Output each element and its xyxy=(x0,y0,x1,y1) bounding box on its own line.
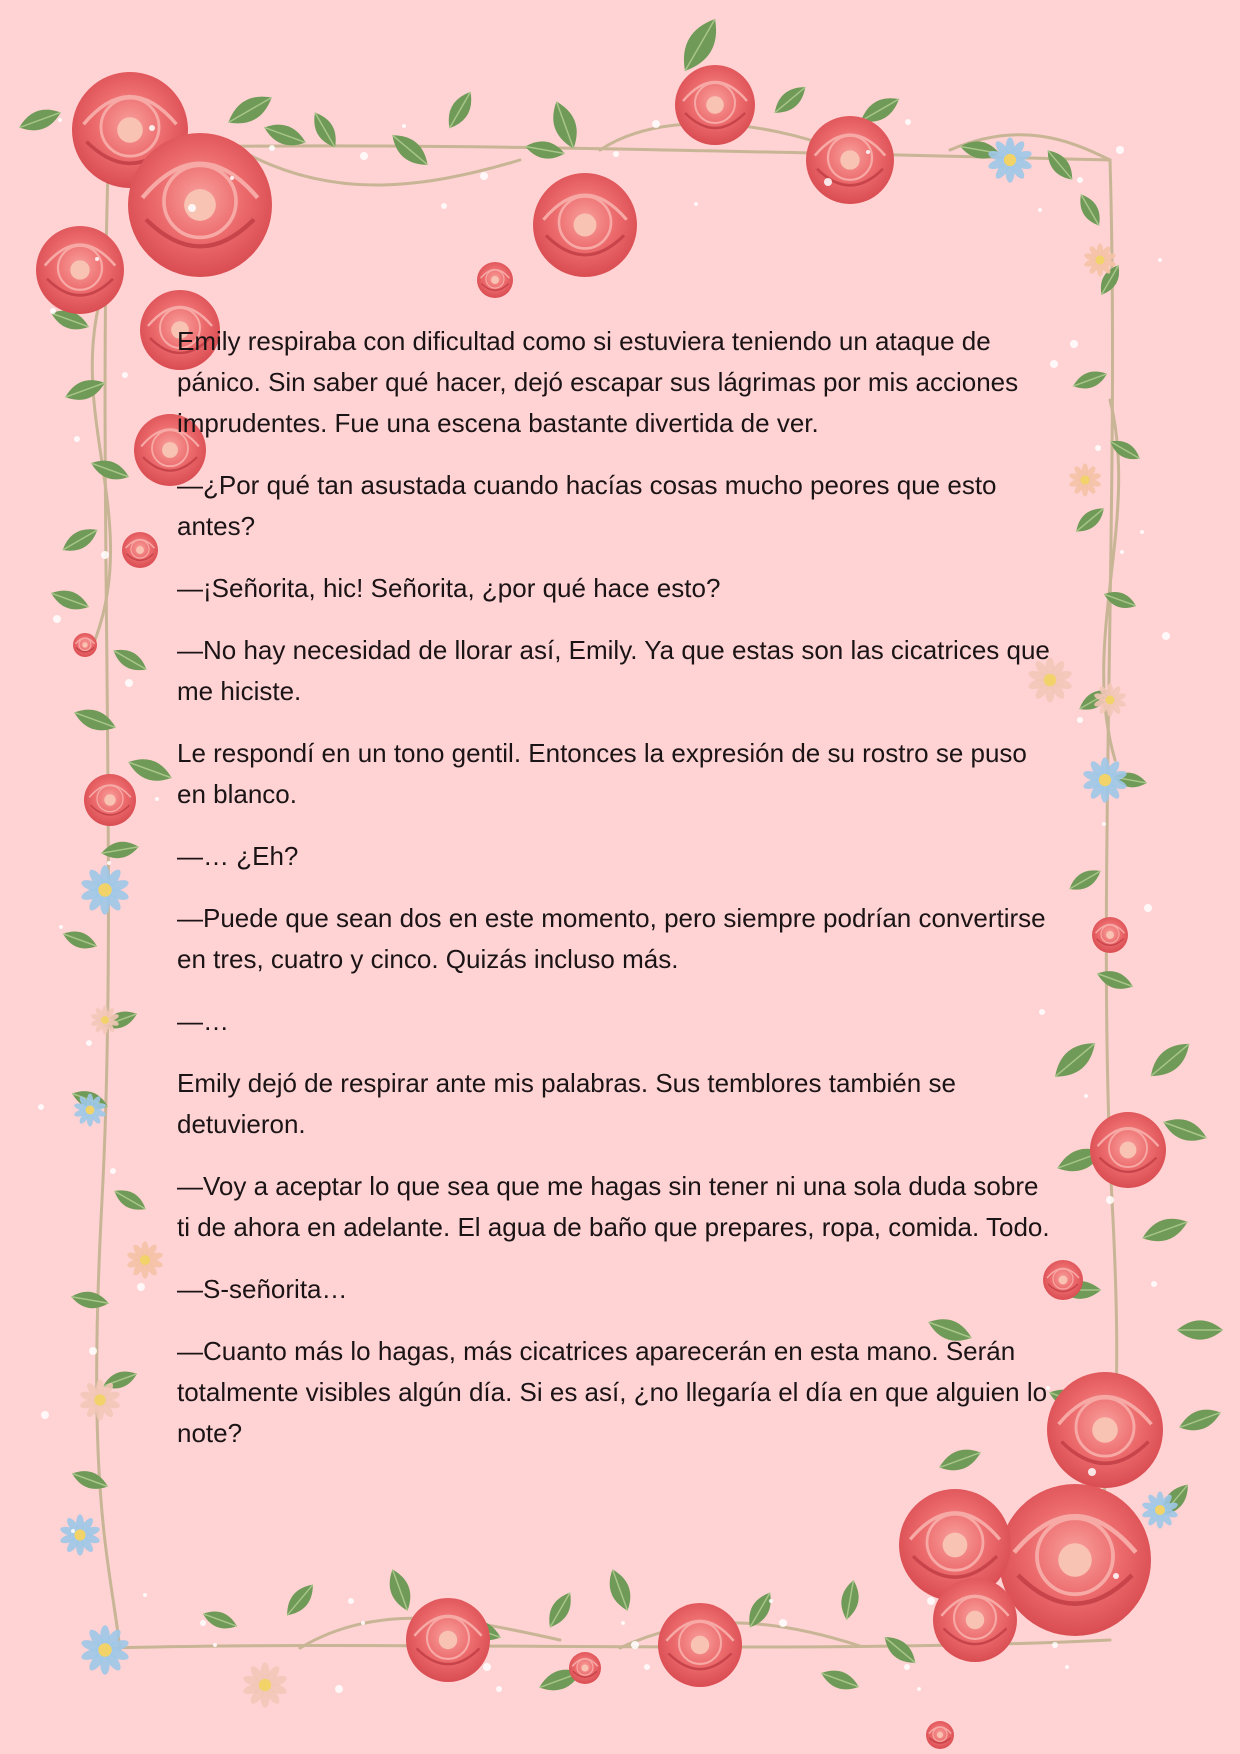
leaf-icon xyxy=(1160,1113,1210,1147)
story-paragraph: —¡Señorita, hic! Señorita, ¿por qué hace esto? xyxy=(177,573,721,603)
story-paragraph: Emily respiraba con dificultad como si estuviera teniendo un ataque de pánico. Sin saber qué hacer, dejó escapar sus lágrimas por mis acciones imprudentes. Fue una escena bastante divertida de ver. xyxy=(177,326,1019,438)
leaf-icon xyxy=(62,375,108,406)
leaf-icon xyxy=(838,1579,861,1621)
leaf-icon xyxy=(818,1665,861,1694)
story-paragraph: —¿Por qué tan asustada cuando hacías cosas mucho peores que esto antes? xyxy=(177,470,997,541)
story-paragraph: —Puede que sean dos en este momento, pero siempre podrían convertirse en tres, cuatro y cinco. Quizás incluso más. xyxy=(177,903,1046,974)
rose-icon xyxy=(1090,1112,1166,1188)
rose-icon xyxy=(406,1598,490,1682)
rose-icon xyxy=(675,65,755,145)
leaf-icon xyxy=(58,523,101,558)
daisy-icon xyxy=(1068,464,1101,497)
story-paragraph: —… ¿Eh? xyxy=(177,841,299,871)
leaf-icon xyxy=(384,1566,416,1614)
rose-icon xyxy=(128,133,272,277)
daisy-icon xyxy=(126,1241,163,1278)
rose-icon xyxy=(926,1721,954,1749)
leaf-icon xyxy=(1071,503,1108,538)
daisy-icon xyxy=(987,137,1033,182)
leaf-icon xyxy=(125,753,175,787)
leaf-icon xyxy=(1042,145,1079,184)
rose-icon xyxy=(36,226,124,314)
rose-icon xyxy=(806,116,894,204)
leaf-icon xyxy=(48,585,91,614)
leaf-icon xyxy=(223,88,277,131)
vine-icon xyxy=(1085,160,1117,1560)
leaf-icon xyxy=(879,1631,920,1670)
rose-icon xyxy=(1047,1372,1163,1488)
daisy-icon xyxy=(80,1625,130,1674)
story-paragraph: —No hay necesidad de llorar así, Emily. Ya que estas son las cicatrices que me hiciste. xyxy=(177,635,1050,706)
rose-icon xyxy=(569,1652,601,1684)
rose-icon xyxy=(122,532,158,568)
vine-icon xyxy=(240,150,520,185)
rose-icon xyxy=(84,774,136,826)
leaf-icon xyxy=(200,1607,239,1634)
rose-icon xyxy=(1092,917,1128,953)
story-paragraph: —Cuanto más lo hagas, más cicatrices aparecerán en esta mano. Serán totalmente visibles algún día. Si es así, ¿no llegaría el día en que alguien lo note? xyxy=(177,1336,1048,1448)
leaf-icon xyxy=(769,81,810,120)
leaf-icon xyxy=(88,455,131,484)
story-paragraph: —… xyxy=(177,1006,229,1036)
rose-icon xyxy=(999,1484,1151,1636)
daisy-icon xyxy=(80,865,130,914)
story-paragraph: Emily dejó de respirar ante mis palabras. Sus temblores también se detuvieron. xyxy=(177,1068,956,1139)
leaf-icon xyxy=(60,927,99,954)
leaf-icon xyxy=(71,704,119,736)
leaf-icon xyxy=(1177,1320,1223,1339)
leaf-icon xyxy=(1066,864,1105,895)
story-paragraph: —S-señorita… xyxy=(177,1274,348,1304)
rose-icon xyxy=(658,1603,742,1687)
rose-icon xyxy=(477,262,513,298)
story-text xyxy=(177,321,1057,1475)
story-paragraph: Le respondí en un tono gentil. Entonces la expresión de su rostro se puso en blanco. xyxy=(177,738,1027,809)
daisy-icon xyxy=(242,1662,288,1707)
leaf-icon xyxy=(70,1289,110,1311)
leaf-icon xyxy=(543,1588,578,1631)
daisy-icon xyxy=(59,1514,101,1555)
leaf-icon xyxy=(1176,1404,1224,1436)
rose-icon xyxy=(73,633,97,657)
leaf-icon xyxy=(69,1466,110,1494)
leaf-icon xyxy=(524,138,566,161)
leaf-icon xyxy=(386,128,434,172)
rose-icon xyxy=(933,1578,1017,1662)
leaf-icon xyxy=(16,104,64,136)
leaf-icon xyxy=(604,1566,636,1614)
leaf-icon xyxy=(1144,1036,1196,1084)
leaf-icon xyxy=(1074,191,1105,230)
leaf-icon xyxy=(442,87,478,132)
rose-icon xyxy=(533,173,637,277)
leaf-icon xyxy=(1139,1212,1191,1247)
story-paragraph: —Voy a aceptar lo que sea que me hagas sin tener ni una sola duda sobre ti de ahora en adelante. El agua de baño que prepares, ropa, comida. Todo. xyxy=(177,1171,1050,1242)
leaf-icon xyxy=(111,1184,150,1215)
leaf-icon xyxy=(110,644,151,677)
leaf-icon xyxy=(1070,367,1109,394)
leaf-icon xyxy=(100,839,140,861)
leaf-icon xyxy=(1094,966,1135,994)
leaf-icon xyxy=(281,1579,320,1620)
